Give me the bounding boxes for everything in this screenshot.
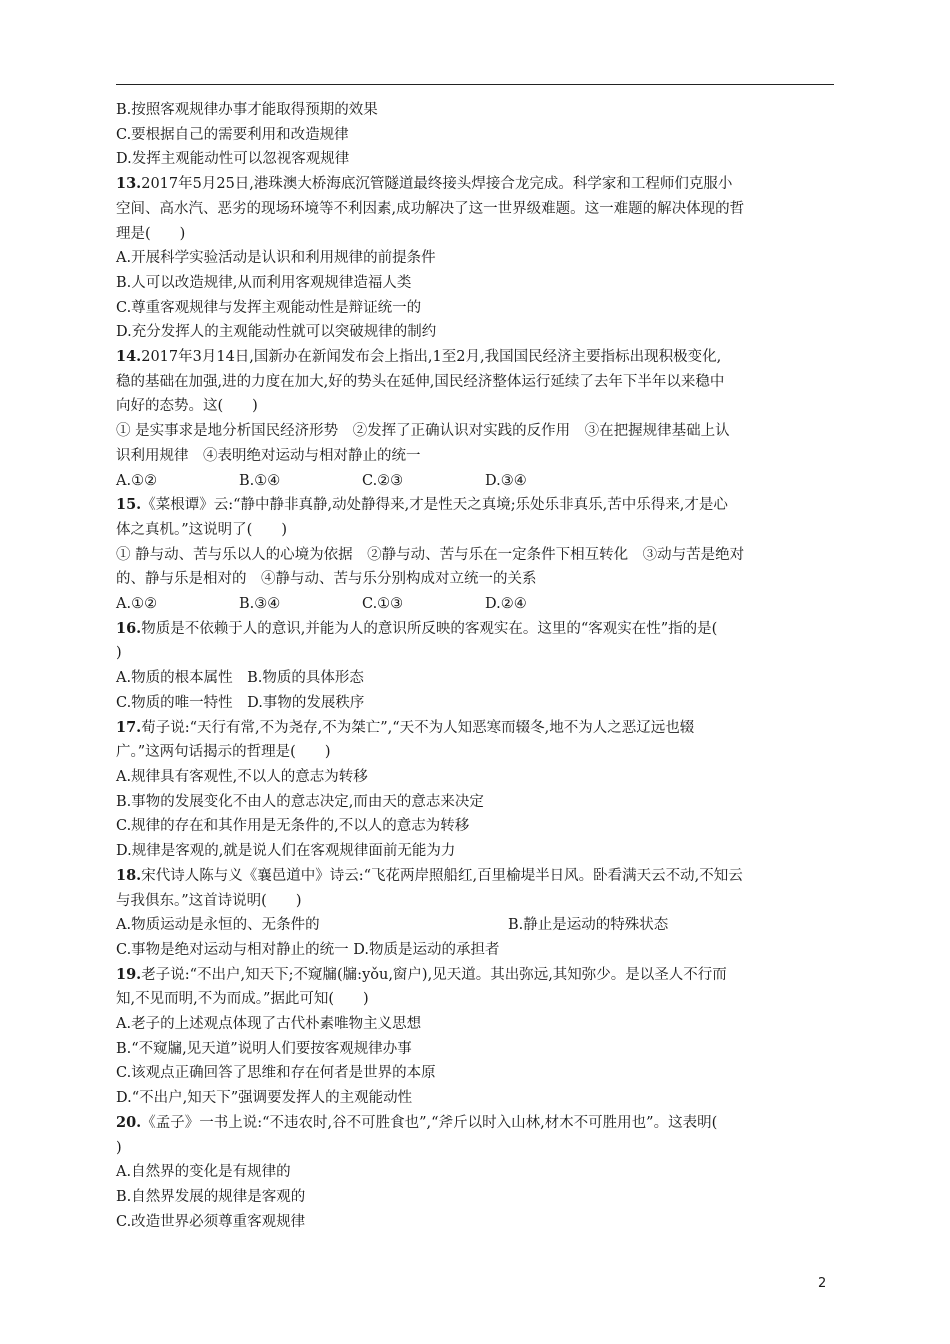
question-number: 20.: [116, 1113, 142, 1131]
option-b: B.事物的发展变化不由人的意志决定,而由天的意志来决定: [116, 793, 484, 810]
option-b: B.“不窥牖,见天道”说明人们要按客观规律办事: [116, 1040, 412, 1057]
question-stem: 宋代诗人陈与义《襄邑道中》诗云:“飞花两岸照船红,百里榆堤半日风。卧看满天云不动,不知云: [141, 867, 743, 884]
option-ab: A.物质的根本属性 B.物质的具体形态: [116, 670, 364, 687]
option-d: D.规律是客观的,就是说人们在客观规律面前无能为力: [116, 843, 456, 860]
question-stem: ): [116, 645, 122, 662]
option-a: A.①②: [116, 472, 158, 489]
question-stem: 理是( ): [116, 225, 186, 242]
question-13: [116, 172, 836, 345]
question-number: 19.: [116, 965, 142, 983]
option-c: C.改造世界必须尊重客观规律: [116, 1213, 306, 1230]
option-d: D.充分发挥人的主观能动性就可以突破规律的制约: [116, 324, 437, 341]
question-stem: 空间、高水汽、恶劣的现场环境等不利因素,成功解决了这一世界级难题。这一难题的解决体现的哲: [116, 200, 745, 217]
question-stem: 2017年5月25日,港珠澳大桥海底沉管隧道最终接头焊接合龙完成。科学家和工程师们克服小: [141, 176, 733, 193]
option-b: B.③④: [239, 596, 281, 613]
page-content: [116, 98, 836, 1234]
question-14: [116, 345, 836, 493]
statement-list: ① 静与动、苦与乐以人的心境为依据 ②静与动、苦与乐在一定条件下相互转化 ③动与苦是绝对: [116, 546, 745, 563]
question-15: [116, 493, 836, 617]
question-number: 18.: [116, 866, 142, 884]
question-stem: ): [116, 1139, 122, 1156]
option-b: B.自然界发展的规律是客观的: [116, 1188, 306, 1205]
question-18: [116, 864, 836, 963]
option-b: B.①④: [239, 472, 281, 489]
option-c: C.该观点正确回答了思维和存在何者是世界的本原: [116, 1065, 436, 1082]
option-b: B.人可以改造规律,从而利用客观规律造福人类: [116, 274, 412, 291]
question-stem: 2017年3月14日,国新办在新闻发布会上指出,1至2月,我国国民经济主要指标出现积极变化,: [141, 349, 722, 366]
question-stem: 知,不见而明,不为而成。”据此可知( ): [116, 991, 369, 1008]
option-d: D.“不出户,知天下”强调要发挥人的主观能动性: [116, 1090, 413, 1107]
option-c: C.尊重客观规律与发挥主观能动性是辩证统一的: [116, 299, 422, 316]
option-a: A.老子的上述观点体现了古代朴素唯物主义思想: [116, 1016, 422, 1033]
page-number: 2: [818, 1276, 827, 1291]
option-d: D.发挥主观能动性可以忽视客观规律: [116, 151, 350, 168]
question-stem: 向好的态势。这( ): [116, 398, 258, 415]
question-19: [116, 963, 836, 1111]
question-stem: 老子说:“不出户,知天下;不窥牖(牖:yǒu,窗户),见天道。其出弥远,其知弥少。是以圣人不行而: [141, 966, 727, 983]
option-cd: C.事物是绝对运动与相对静止的统一 D.物质是运动的承担者: [116, 941, 500, 958]
option-a: A.规律具有客观性,不以人的意志为转移: [116, 768, 368, 785]
question-stem: 《菜根谭》云:“静中静非真静,动处静得来,才是性天之真境;乐处乐非真乐,苦中乐得来,才是心: [141, 497, 728, 514]
option-d: D.③④: [485, 472, 527, 489]
option-a: A.物质运动是永恒的、无条件的: [116, 917, 320, 934]
statement-list: 识利用规律 ④表明绝对运动与相对静止的统一: [116, 447, 421, 464]
question-stem: 荀子说:“天行有常,不为尧存,不为桀亡”,“天不为人知恶寒而辍冬,地不为人之恶辽远也辍: [141, 719, 695, 736]
question-stem: 稳的基础在加强,进的力度在加大,好的势头在延伸,国民经济整体运行延续了去年下半年以来稳中: [116, 373, 725, 390]
option-c: C.规律的存在和其作用是无条件的,不以人的意志为转移: [116, 818, 470, 835]
header-rule: [116, 84, 834, 85]
option-a: A.开展科学实验活动是认识和利用规律的前提条件: [116, 250, 436, 267]
option-b: B.静止是运动的特殊状态: [508, 917, 669, 934]
question-stem: 《孟子》一书上说:“不违农时,谷不可胜食也”,“斧斤以时入山林,材木不可胜用也”。这表明(: [141, 1114, 718, 1131]
question-number: 16.: [116, 619, 142, 637]
option-c: C.①③: [362, 596, 404, 613]
option-cd: C.物质的唯一特性 D.事物的发展秩序: [116, 694, 365, 711]
question-stem: 体之真机。”这说明了( ): [116, 521, 287, 538]
question-number: 13.: [116, 175, 142, 193]
statement-list: ① 是实事求是地分析国民经济形势 ②发挥了正确认识对实践的反作用 ③在把握规律基础上认: [116, 423, 730, 440]
question-number: 14.: [116, 348, 142, 366]
option-c: C.②③: [362, 472, 404, 489]
question-number: 15.: [116, 496, 142, 514]
option-b: B.按照客观规律办事才能取得预期的效果: [116, 102, 378, 118]
question-stem: 物质是不依赖于人的意识,并能为人的意识所反映的客观实在。这里的“客观实在性”指的是(: [141, 620, 718, 637]
options-row: [116, 913, 836, 938]
options-row: [116, 592, 836, 617]
options-row: [116, 469, 836, 494]
question-stem: 广。”这两句话揭示的哲理是( ): [116, 744, 331, 761]
option-a: A.自然界的变化是有规律的: [116, 1164, 291, 1181]
question-20: [116, 1111, 836, 1235]
statement-list: 的、静与乐是相对的 ④静与动、苦与乐分别构成对立统一的关系: [116, 571, 537, 588]
option-c: C.要根据自己的需要利用和改造规律: [116, 126, 349, 143]
question-stem: 与我俱东。”这首诗说明( ): [116, 892, 302, 909]
question-17: [116, 716, 836, 864]
option-d: D.②④: [485, 596, 527, 613]
option-a: A.①②: [116, 596, 158, 613]
question-number: 17.: [116, 718, 142, 736]
question-16: [116, 617, 836, 716]
